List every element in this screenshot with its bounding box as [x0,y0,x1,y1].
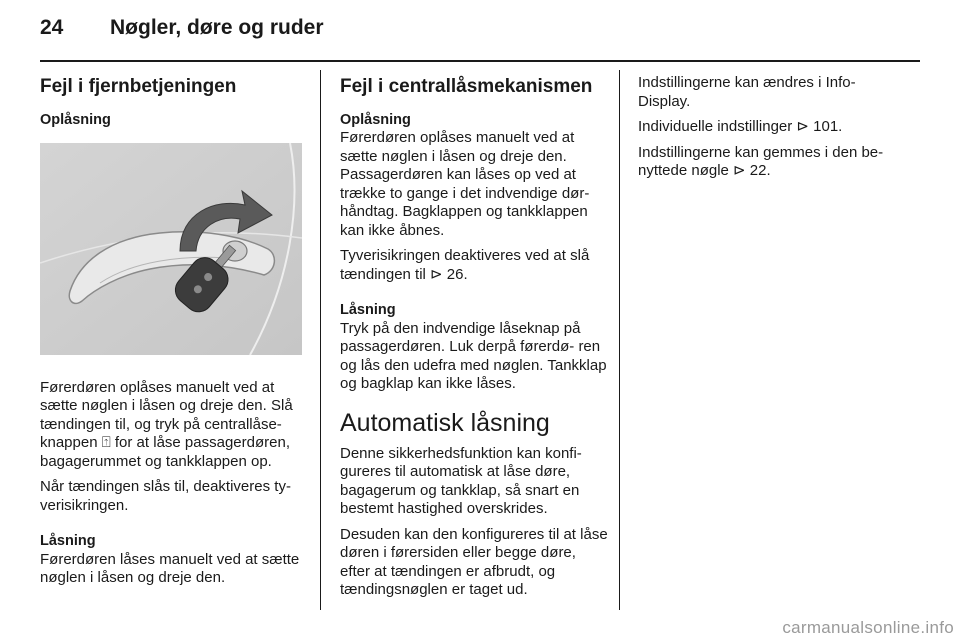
paragraph: Desuden kan den konfigureres til at låse døren i førersiden eller begge døre, efter at tændingen er afbrudt, og tændingsnøglen er taget ud. [340,525,608,598]
section-heading-central-lock: Fejl i centrallåsmekanismen [340,76,593,97]
paragraph: Førerdøren oplåses manuelt ved at sætte nøglen i låsen og dreje den. Passagerdøren kan låses op ved at trække to gange i det indvendige dør- håndtag. Bagklappen og tankklappen kan ikke åbnes. [340,129,590,239]
page-header [40,16,324,40]
paragraph: Tryk på den indvendige låseknap på passagerdøren. Luk derpå førerdø- ren og lås den udefra med nøglen. Tankklap og bagklap kan ikke låses. [340,319,607,392]
subheading-locking: Låsning [340,302,396,318]
paragraph: Førerdøren låses manuelt ved at sætte nøglen i låsen og dreje den. [40,550,300,586]
subheading-unlocking: Oplåsning [40,111,111,128]
column-1 [40,74,308,595]
column-divider [619,70,620,610]
header-rule [40,60,920,62]
subheading-unlocking: Oplåsning [340,111,411,128]
paragraph: Indstillingerne kan ændres i Info-Display. [638,74,856,110]
paragraph: Når tændingen slås til, deaktiveres ty- verisikringen. [40,478,291,514]
watermark: carmanualsonline.info [782,618,954,637]
column-2 [340,74,608,607]
section-heading-auto-lock: Automatisk låsning [340,408,550,437]
chapter-title: Nøgler, døre og ruder [110,16,324,39]
paragraph: Denne sikkerhedsfunktion kan konfi- gureres til automatisk at låse døre, bagagerum og tankklap, så snart en bestemt hastighed overskrides. [340,444,582,517]
paragraph: Tyverisikringen deaktiveres ved at slå tændingen til ⊳ 26. [340,247,590,283]
paragraph: Førerdøren oplåses manuelt ved at sætte nøglen i låsen og dreje den. Slå tændingen til, og tryk på centrallåse- knappen ⍐ for at låse passagerdøren, bagagerummet og tankklappen op. [40,378,293,470]
subheading-locking: Låsning [40,533,96,549]
column-divider [320,70,321,610]
door-handle-key-illustration [40,143,302,355]
page-number: 24 [40,16,64,39]
paragraph: Individuelle indstillinger ⊳ 101. [638,118,843,135]
column-3 [638,74,906,188]
section-heading-remote: Fejl i fjernbetjeningen [40,76,237,97]
paragraph: Indstillingerne kan gemmes i den be- nyttede nøgle ⊳ 22. [638,143,884,179]
